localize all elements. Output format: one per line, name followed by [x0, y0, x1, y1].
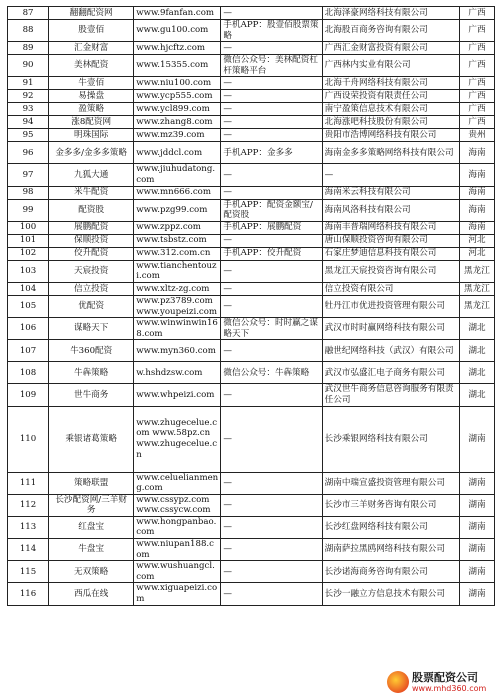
province: 广西: [459, 77, 494, 90]
operator-company: 石家庄梦迪信息科技有限公司: [322, 247, 459, 260]
operator-company: 北海泽豪网络科技有限公司: [322, 7, 459, 20]
row-number: 94: [8, 116, 49, 129]
row-number: 87: [8, 7, 49, 20]
other-channel: —: [221, 295, 322, 317]
province: 海南: [459, 199, 494, 221]
operator-company: 黑龙江天宸投资咨询有限公司: [322, 260, 459, 282]
other-channel: —: [221, 282, 322, 295]
platform-url: www.mz39.com: [134, 129, 221, 142]
platform-name: 天宸投资: [49, 260, 134, 282]
row-number: 103: [8, 260, 49, 282]
other-channel: —: [221, 472, 322, 494]
logo-url: www.mhd360.com: [412, 683, 487, 693]
table-row: [8, 494, 495, 516]
row-number: 111: [8, 472, 49, 494]
operator-company: 海南米云科技有限公司: [322, 186, 459, 199]
operator-company: 广西汇金财富投资有限公司: [322, 42, 459, 55]
row-number: 106: [8, 318, 49, 340]
table-row: [8, 539, 495, 561]
table-row: [8, 199, 495, 221]
platform-url: www.312.com.cn: [134, 247, 221, 260]
row-number: 97: [8, 164, 49, 186]
other-channel: —: [221, 90, 322, 103]
other-channel: —: [221, 103, 322, 116]
province: 河北: [459, 247, 494, 260]
table-row: [8, 340, 495, 362]
other-channel: —: [221, 406, 322, 472]
platform-name: 股壹佰: [49, 20, 134, 42]
other-channel: 手机APP：佼升配资: [221, 247, 322, 260]
row-number: 114: [8, 539, 49, 561]
operator-company: 融世纪网络科技（武汉）有限公司: [322, 340, 459, 362]
platform-url: w.hshdzsw.com: [134, 362, 221, 384]
table-row: [8, 164, 495, 186]
platform-url: www.pz3789.com www.youpeizi.com: [134, 295, 221, 317]
province: 广西: [459, 103, 494, 116]
operator-company: 海南金多多策略网络科技有限公司: [322, 142, 459, 164]
table-row: [8, 362, 495, 384]
other-channel: —: [221, 234, 322, 247]
table-row: [8, 55, 495, 77]
row-number: 88: [8, 20, 49, 42]
platform-name: 汇金财富: [49, 42, 134, 55]
table-row: [8, 472, 495, 494]
other-channel: 微信公众号：时时赢之谋略天下: [221, 318, 322, 340]
table-row: [8, 234, 495, 247]
other-channel: 手机APP：展鹏配资: [221, 221, 322, 234]
row-number: 92: [8, 90, 49, 103]
province: 湖南: [459, 539, 494, 561]
table-row: [8, 103, 495, 116]
province: 湖南: [459, 494, 494, 516]
operator-company: —: [322, 164, 459, 186]
province: 湖北: [459, 362, 494, 384]
platform-name: 明珠国际: [49, 129, 134, 142]
platform-name: 牛360配资: [49, 340, 134, 362]
platform-url: www.pzg99.com: [134, 199, 221, 221]
platform-url: www.niupan188.com: [134, 539, 221, 561]
row-number: 93: [8, 103, 49, 116]
platform-url: www.xltz-zg.com: [134, 282, 221, 295]
row-number: 96: [8, 142, 49, 164]
platform-url: www.tianchentouzi.com: [134, 260, 221, 282]
table-row: [8, 142, 495, 164]
table-row: [8, 561, 495, 583]
platform-name: 无双策略: [49, 561, 134, 583]
other-channel: —: [221, 186, 322, 199]
platform-name: 牛盘宝: [49, 539, 134, 561]
province: 海南: [459, 221, 494, 234]
operator-company: 北海千舟网络科技有限公司: [322, 77, 459, 90]
row-number: 107: [8, 340, 49, 362]
platform-url: www.zppz.com: [134, 221, 221, 234]
table-row: [8, 7, 495, 20]
platform-url: www.winwinwin168.com: [134, 318, 221, 340]
platform-name: 信立投资: [49, 282, 134, 295]
row-number: 110: [8, 406, 49, 472]
operator-company: 北海涨吧科技股份有限公司: [322, 116, 459, 129]
row-number: 99: [8, 199, 49, 221]
other-channel: 手机APP：配资金额宝/配资股: [221, 199, 322, 221]
other-channel: 微信公众号：美林配资杠杆策略平台: [221, 55, 322, 77]
platform-name: 米牛配资: [49, 186, 134, 199]
other-channel: 微信公众号：牛犇策略: [221, 362, 322, 384]
platform-url: www.hongpanbao.com: [134, 516, 221, 538]
operator-company: 海南风洛科技有限公司: [322, 199, 459, 221]
row-number: 102: [8, 247, 49, 260]
platform-name: 牛壹佰: [49, 77, 134, 90]
province: 广西: [459, 116, 494, 129]
operator-company: 长沙红盘网络科技有限公司: [322, 516, 459, 538]
row-number: 91: [8, 77, 49, 90]
platform-name: 谋略天下: [49, 318, 134, 340]
operator-company: 牡丹江市优进投资管理有限公司: [322, 295, 459, 317]
province: 湖南: [459, 406, 494, 472]
operator-company: 武汉世牛商务信息咨询服务有限责任公司: [322, 384, 459, 406]
row-number: 98: [8, 186, 49, 199]
row-number: 115: [8, 561, 49, 583]
province: 湖南: [459, 583, 494, 605]
table-row: [8, 20, 495, 42]
row-number: 112: [8, 494, 49, 516]
platform-name: 涨8配资网: [49, 116, 134, 129]
table-row: [8, 282, 495, 295]
operator-company: 长沙乘银网络科技有限公司: [322, 406, 459, 472]
logo-text: 股票配资公司: [412, 670, 478, 684]
platform-name: 优配资: [49, 295, 134, 317]
row-number: 104: [8, 282, 49, 295]
other-channel: —: [221, 260, 322, 282]
platform-name: 金多多/金多多策略: [49, 142, 134, 164]
operator-company: 海南丰普瑞网络科技有限公司: [322, 221, 459, 234]
table-row: [8, 90, 495, 103]
platform-name: 九狐大通: [49, 164, 134, 186]
platform-url: www.ycl899.com: [134, 103, 221, 116]
platform-url: www.myn360.com: [134, 340, 221, 362]
province: 湖南: [459, 561, 494, 583]
row-number: 95: [8, 129, 49, 142]
platform-url: www.xiguapeizi.com: [134, 583, 221, 605]
platform-url: www.niu100.com: [134, 77, 221, 90]
platform-name: 牛犇策略: [49, 362, 134, 384]
row-number: 108: [8, 362, 49, 384]
other-channel: 手机APP：金多多: [221, 142, 322, 164]
platform-name: 保顺投资: [49, 234, 134, 247]
other-channel: 手机APP：股壹佰股票策略: [221, 20, 322, 42]
other-channel: —: [221, 539, 322, 561]
table-row: [8, 116, 495, 129]
row-number: 113: [8, 516, 49, 538]
table-row: [8, 583, 495, 605]
row-number: 90: [8, 55, 49, 77]
province: 湖北: [459, 384, 494, 406]
row-number: 101: [8, 234, 49, 247]
operator-company: 广西设荣投资有限责任公司: [322, 90, 459, 103]
table-row: [8, 295, 495, 317]
other-channel: —: [221, 7, 322, 20]
province: 黑龙江: [459, 295, 494, 317]
platform-name: 红盘宝: [49, 516, 134, 538]
platform-table: [7, 6, 495, 606]
operator-company: 广西林内实业有限公司: [322, 55, 459, 77]
platform-name: 长沙配资网/三羊财务: [49, 494, 134, 516]
province: 湖南: [459, 516, 494, 538]
province: 广西: [459, 7, 494, 20]
table-row: [8, 42, 495, 55]
other-channel: —: [221, 583, 322, 605]
platform-name: 配资股: [49, 199, 134, 221]
platform-url: www.9fanfan.com: [134, 7, 221, 20]
province: 黑龙江: [459, 260, 494, 282]
other-channel: —: [221, 42, 322, 55]
table-row: [8, 516, 495, 538]
province: 湖北: [459, 340, 494, 362]
platform-url: www.mn666.com: [134, 186, 221, 199]
operator-company: 武汉市弘盛汇电子商务有限公司: [322, 362, 459, 384]
province: 河北: [459, 234, 494, 247]
platform-name: 翻翻配资网: [49, 7, 134, 20]
province: 海南: [459, 142, 494, 164]
row-number: 100: [8, 221, 49, 234]
operator-company: 北海股百商务咨询有限公司: [322, 20, 459, 42]
table-row: [8, 186, 495, 199]
province: 广西: [459, 20, 494, 42]
other-channel: —: [221, 516, 322, 538]
operator-company: 唐山保顺投资咨询有限公司: [322, 234, 459, 247]
table-row: [8, 221, 495, 234]
province: 贵州: [459, 129, 494, 142]
other-channel: —: [221, 77, 322, 90]
platform-name: 策略联盟: [49, 472, 134, 494]
platform-name: 展鹏配资: [49, 221, 134, 234]
table-row: [8, 384, 495, 406]
province: 海南: [459, 164, 494, 186]
province: 湖北: [459, 318, 494, 340]
platform-url: www.15355.com: [134, 55, 221, 77]
table-row: [8, 77, 495, 90]
other-channel: —: [221, 494, 322, 516]
platform-url: www.jddcl.com: [134, 142, 221, 164]
row-number: 89: [8, 42, 49, 55]
operator-company: 湖南中瑞宣盛投资管理有限公司: [322, 472, 459, 494]
platform-url: www.cssypz.com www.cssycw.com: [134, 494, 221, 516]
platform-name: 西瓜在线: [49, 583, 134, 605]
platform-url: www.zhang8.com: [134, 116, 221, 129]
platform-url: www.gu100.com: [134, 20, 221, 42]
province: 广西: [459, 55, 494, 77]
site-watermark: [387, 669, 497, 695]
platform-url: www.celuelianmeng.com: [134, 472, 221, 494]
operator-company: 贵阳市浩博网络科技有限公司: [322, 129, 459, 142]
other-channel: —: [221, 129, 322, 142]
other-channel: —: [221, 384, 322, 406]
platform-url: www.hjcftz.com: [134, 42, 221, 55]
platform-url: www.tsbstz.com: [134, 234, 221, 247]
platform-url: www.whpeizi.com: [134, 384, 221, 406]
row-number: 105: [8, 295, 49, 317]
platform-url: www.zhugecelue.com www.58pz.cn www.zhugecelue.cn: [134, 406, 221, 472]
table-body: [8, 7, 495, 606]
platform-name: 世牛商务: [49, 384, 134, 406]
operator-company: 信立投资有限公司: [322, 282, 459, 295]
platform-url: www.ycp555.com: [134, 90, 221, 103]
province: 黑龙江: [459, 282, 494, 295]
province: 广西: [459, 90, 494, 103]
operator-company: 长沙诺海商务咨询有限公司: [322, 561, 459, 583]
platform-url: www.wushuangcl.com: [134, 561, 221, 583]
operator-company: 武汉市时时赢网络科技有限公司: [322, 318, 459, 340]
province: 湖南: [459, 472, 494, 494]
province: 广西: [459, 42, 494, 55]
operator-company: 南宁盈策信息技术有限公司: [322, 103, 459, 116]
operator-company: 长沙一融立方信息技术有限公司: [322, 583, 459, 605]
platform-name: 盈策略: [49, 103, 134, 116]
platform-name: 易操盘: [49, 90, 134, 103]
row-number: 109: [8, 384, 49, 406]
platform-url: www.jiuhudatong.com: [134, 164, 221, 186]
table-row: [8, 318, 495, 340]
other-channel: —: [221, 561, 322, 583]
province: 海南: [459, 186, 494, 199]
other-channel: —: [221, 116, 322, 129]
row-number: 116: [8, 583, 49, 605]
operator-company: 湖南萨拉黑鸥网络科技有限公司: [322, 539, 459, 561]
table-row: [8, 129, 495, 142]
operator-company: 长沙市三羊财务咨询有限公司: [322, 494, 459, 516]
table-row: [8, 260, 495, 282]
other-channel: —: [221, 164, 322, 186]
logo-mark-icon: [387, 671, 409, 693]
platform-name: 佼升配资: [49, 247, 134, 260]
table-row: [8, 406, 495, 472]
platform-name: 乘银诸葛策略: [49, 406, 134, 472]
table-row: [8, 247, 495, 260]
other-channel: —: [221, 340, 322, 362]
platform-name: 美林配资: [49, 55, 134, 77]
